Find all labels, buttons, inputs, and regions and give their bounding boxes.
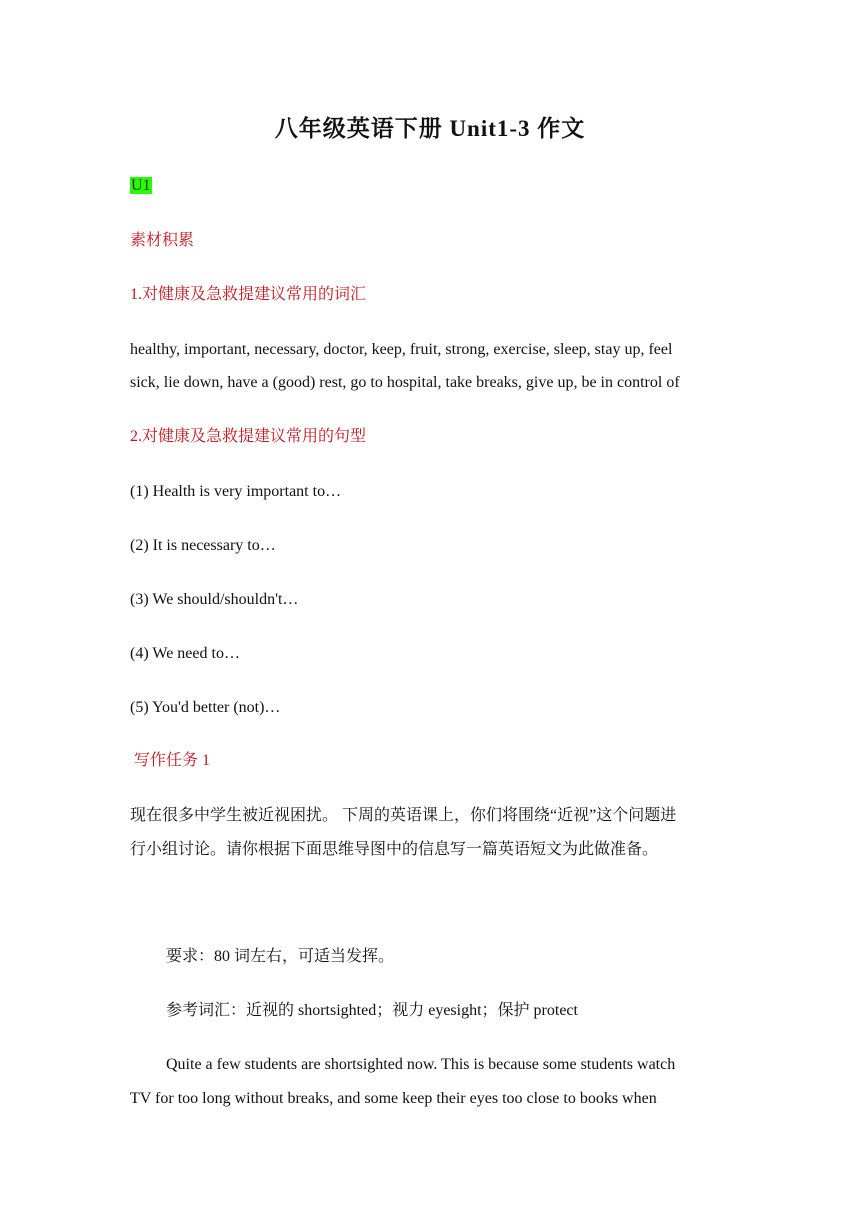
- task-heading: 写作任务 1: [134, 752, 211, 769]
- sentence-heading: 2.对健康及急救提建议常用的句型: [130, 428, 367, 445]
- sentence-item: (5) You'd better (not)…: [130, 699, 281, 716]
- unit-tag: U1: [131, 177, 151, 194]
- essay-line: Quite a few students are shortsighted now. This is because some students watch: [166, 1056, 676, 1073]
- requirement-text: 要求：80 词左右，可适当发挥。: [166, 948, 395, 965]
- vocab-heading: 1.对健康及急救提建议常用的词汇: [130, 286, 367, 303]
- sentence-item: (2) It is necessary to…: [130, 537, 276, 554]
- sentence-item: (1) Health is very important to…: [130, 483, 342, 500]
- page-title: 八年级英语下册 Unit1-3 作文: [274, 116, 586, 141]
- essay-line: TV for too long without breaks, and some keep their eyes too close to books when: [130, 1090, 657, 1107]
- sentence-item: (3) We should/shouldn't…: [130, 591, 299, 608]
- vocab-line: sick, lie down, have a (good) rest, go to hospital, take breaks, give up, be in control of: [130, 374, 680, 391]
- vocab-line: healthy, important, necessary, doctor, keep, fruit, strong, exercise, sleep, stay up, feel: [130, 341, 673, 358]
- unit-tag-line: [130, 175, 152, 197]
- reference-vocab-text: 参考词汇：近视的 shortsighted；视力 eyesight；保护 protect: [166, 1002, 578, 1019]
- task-line: 现在很多中学生被近视困扰。 下周的英语课上，你们将围绕“近视”这个问题进: [130, 807, 677, 824]
- task-line: 行小组讨论。请你根据下面思维导图中的信息写一篇英语短文为此做准备。: [130, 841, 659, 858]
- sentence-item: (4) We need to…: [130, 645, 240, 662]
- section-heading: 素材积累: [130, 232, 195, 249]
